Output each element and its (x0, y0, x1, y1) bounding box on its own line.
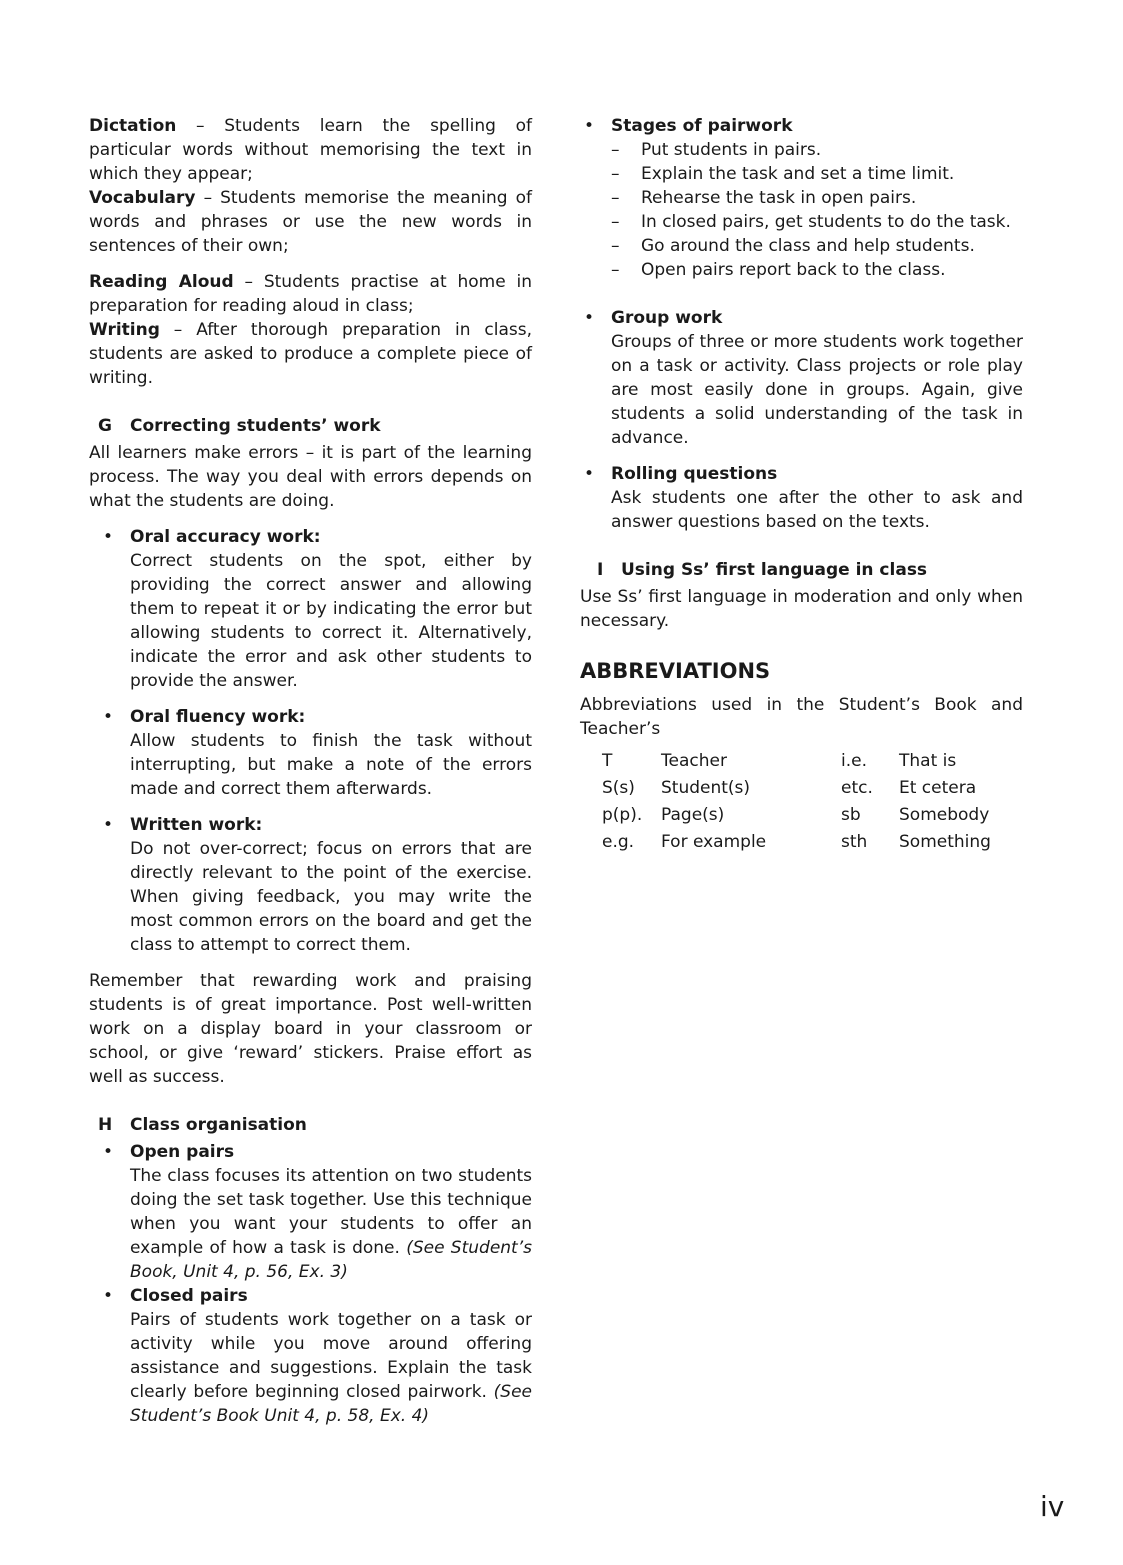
table-row: T Teacher i.e. That is (602, 751, 957, 771)
bullet-icon: • (584, 308, 595, 328)
bullet-icon: • (103, 527, 114, 547)
bullet-open-pairs: • Open pairs The class focuses its attention on two students doing the set task together. Use this technique when you want your students to offer an example of how a task is done. (See Student’s Book, Unit 4, p. 56, Ex. 3) (89, 1140, 532, 1284)
bullet-icon: • (584, 116, 595, 136)
right-column (580, 114, 1023, 857)
stage-item: – Rehearse the task in open pairs. (611, 188, 917, 208)
homework-writing: Writing – After thorough preparation in class, students are asked to produce a complete piece of writing. (89, 320, 532, 388)
bullet-written-work: • Written work: Do not over-correct; focus on errors that are directly relevant to the point of the exercise. When giving feedback, you may write the most common errors on the board and get the class to attempt to correct them. (89, 813, 532, 957)
section-h-heading: H Class organisation (98, 1115, 307, 1135)
bullet-oral-accuracy: • Oral accuracy work: Correct students on the spot, either by providing the correct answer and allowing them to repeat it or by indicating the error but allowing students to correct it. Alternatively, indicate the error and ask other students to provide the answer. (89, 525, 532, 693)
bullet-icon: • (103, 815, 114, 835)
abbreviations-heading: ABBREVIATIONS (580, 659, 771, 683)
abbreviations-table (602, 749, 991, 857)
homework-vocabulary: Vocabulary – Students memorise the meaning of words and phrases or use the new words in sentences of their own; (89, 188, 532, 256)
bullet-icon: • (103, 1286, 114, 1306)
bullet-rolling-questions: • Rolling questions Ask students one after the other to ask and answer questions based on the texts. (570, 462, 1023, 534)
stage-item: – Open pairs report back to the class. (611, 260, 946, 280)
homework-reading-aloud: Reading Aloud – Students practise at home in preparation for reading aloud in class; (89, 272, 532, 316)
bullet-closed-pairs: • Closed pairs Pairs of students work together on a task or activity while you move around offering assistance and suggestions. Explain the task clearly before beginning closed pairwork. (See Student’s Book Unit 4, p. 58, Ex. 4) (89, 1284, 532, 1428)
table-row: p(p). Page(s) sb Somebody (602, 805, 990, 825)
bullet-icon: • (584, 464, 595, 484)
bullet-icon: • (103, 1142, 114, 1162)
bullet-oral-fluency: • Oral fluency work: Allow students to finish the task without interrupting, but make a note of the errors made and correct them afterwards. (89, 705, 532, 801)
bullet-stages-of-pairwork: • Stages of pairwork – Put students in pairs. – Explain the task and set a time limit. – Rehearse the task in open pairs. – In closed pairs, get students to do the task. – Go around the class and help students. – Open pairs report back to the class. (570, 114, 1023, 282)
stage-item: – Put students in pairs. (611, 140, 822, 160)
page-number: iv (1040, 1490, 1065, 1523)
stage-item: – Go around the class and help students. (611, 236, 975, 256)
table-row: e.g. For example sth Something (602, 832, 991, 852)
section-i-text: Use Ss’ first language in moderation and only when necessary. (580, 587, 1023, 631)
abbreviations-intro: Abbreviations used in the Student’s Book and Teacher’s (580, 695, 1023, 739)
section-g-intro: All learners make errors – it is part of the learning process. The way you deal with errors depends on what the students are doing. (89, 443, 532, 511)
stage-item: – In closed pairs, get students to do the task. (611, 212, 1011, 232)
homework-dictation: Dictation – Students learn the spelling of particular words without memorising the text in which they appear; (89, 116, 532, 184)
section-i-heading: I Using Ss’ first language in class (597, 560, 928, 580)
section-g-closing: Remember that rewarding work and praising students is of great importance. Post well-written work on a display board in your classroom or school, or give ‘reward’ stickers. Praise effort as well as success. (89, 971, 532, 1087)
bullet-icon: • (103, 707, 114, 727)
stage-item: – Explain the task and set a time limit. (611, 164, 955, 184)
table-row: S(s) Student(s) etc. Et cetera (602, 778, 977, 798)
bullet-group-work: • Group work Groups of three or more students work together on a task or activity. Class projects or role play are most easily done in groups. Again, give students a solid understanding of the task in advance. (570, 306, 1023, 450)
section-g-heading: G Correcting students’ work (98, 416, 381, 436)
left-column (89, 114, 532, 1428)
